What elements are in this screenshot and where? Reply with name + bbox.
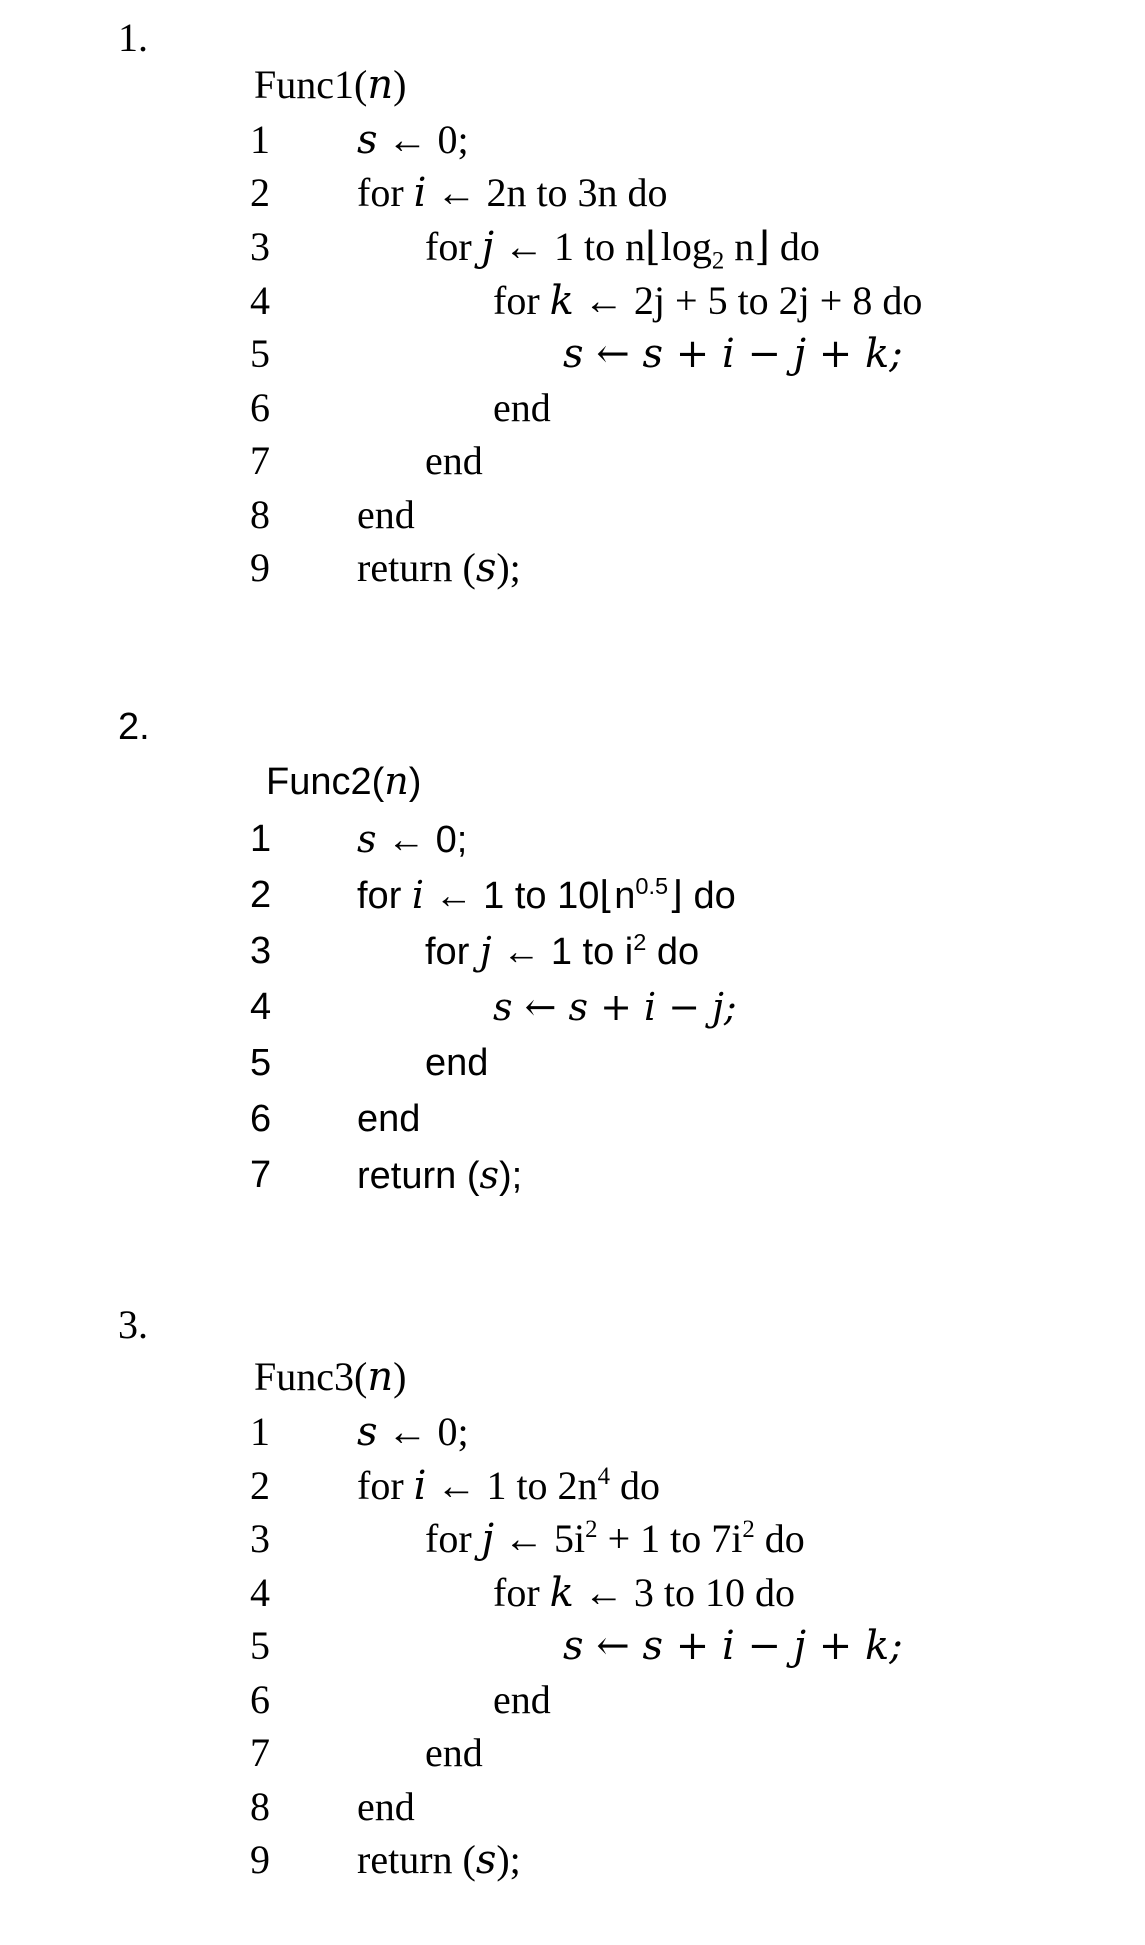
- line-number: 7: [250, 1730, 270, 1775]
- code-line: for k ← 3 to 10 do: [493, 1570, 796, 1616]
- line-number: 1: [250, 1409, 270, 1454]
- code-line: s ← 0;: [357, 117, 469, 163]
- func2-title: Func2(n): [266, 759, 422, 803]
- line-number: 3: [250, 1516, 270, 1561]
- problem-2-number: 2.: [118, 706, 150, 748]
- code-line: end: [425, 1730, 483, 1775]
- line-number: 6: [250, 1098, 272, 1140]
- problem-1-number: 1.: [118, 15, 148, 60]
- line-number: 1: [250, 818, 272, 860]
- code-line: for j ← 1 to $i^2$ do: [425, 928, 700, 973]
- line-number: 3: [250, 930, 272, 972]
- line-number: 9: [250, 545, 270, 590]
- code-line: for i ← 1 to $2n^4$ do: [357, 1463, 660, 1509]
- code-line: s ← s + i − j + k;: [563, 331, 903, 377]
- line-number: 5: [250, 1623, 270, 1668]
- code-line: end: [425, 438, 483, 483]
- line-number: 7: [250, 438, 270, 483]
- line-number: 3: [250, 224, 270, 269]
- code-line: end: [357, 492, 415, 537]
- code-line: for j ← 1 to $n⌊\log_2$ n⌋ do: [425, 224, 820, 275]
- code-line: s ← 0;: [357, 817, 468, 861]
- line-number: 6: [250, 385, 270, 430]
- line-number: 8: [250, 1784, 270, 1829]
- line-number: 4: [250, 986, 272, 1028]
- line-number: 4: [250, 1570, 270, 1615]
- func3-title: Func3(n): [254, 1354, 407, 1400]
- code-line: return (s);: [357, 1153, 523, 1197]
- line-number: 6: [250, 1677, 270, 1722]
- code-line: end: [493, 385, 551, 430]
- code-line: for i ← 1 to $10⌊n^{0.5}⌋$ do: [357, 872, 736, 917]
- line-number: 7: [250, 1154, 272, 1196]
- code-line: end: [425, 1042, 489, 1084]
- code-line: s ← 0;: [357, 1409, 469, 1455]
- code-line: end: [493, 1677, 551, 1722]
- code-line: end: [357, 1098, 421, 1140]
- code-line: for j ← $5i^2 + 1$ to $7i^2$ do: [425, 1516, 805, 1562]
- code-line: s ← s + i − j + k;: [563, 1623, 903, 1669]
- code-line: s ← s + i − j;: [493, 985, 737, 1029]
- line-number: 2: [250, 874, 272, 916]
- line-number: 2: [250, 170, 270, 215]
- func1-title: Func1(n): [254, 62, 407, 108]
- code-line: for i ← 2n to 3n do: [357, 170, 668, 216]
- line-number: 1: [250, 117, 270, 162]
- line-number: 4: [250, 278, 270, 323]
- problem-3-number: 3.: [118, 1302, 148, 1347]
- code-line: return (s);: [357, 545, 521, 591]
- code-line: return (s);: [357, 1837, 521, 1883]
- line-number: 8: [250, 492, 270, 537]
- line-number: 5: [250, 331, 270, 376]
- code-line: end: [357, 1784, 415, 1829]
- line-number: 2: [250, 1463, 270, 1508]
- line-number: 9: [250, 1837, 270, 1882]
- code-line: for k ← 2j + 5 to 2j + 8 do: [493, 278, 923, 324]
- line-number: 5: [250, 1042, 272, 1084]
